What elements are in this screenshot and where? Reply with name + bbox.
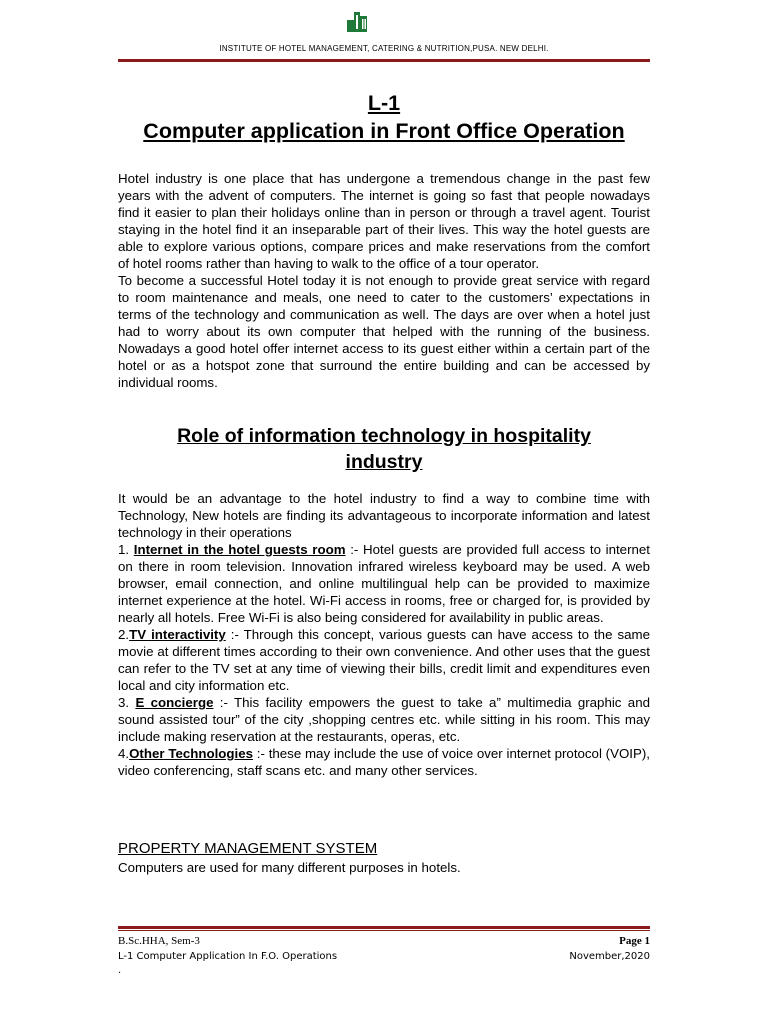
institute-name: INSTITUTE OF HOTEL MANAGEMENT, CATERING & NUTRITION,PUSA. NEW DELHI. [219, 44, 549, 53]
section-heading-pms: PROPERTY MANAGEMENT SYSTEM [118, 840, 378, 857]
lesson-number: L-1 [367, 91, 401, 115]
list-item: 3. E concierge :- This facility empowers the guest to take a” multimedia graphic and sound assisted tour” of the city ,shopping centres etc. while sitting in his room. This may include making reservation at the restaurants, operas, etc. [118, 695, 650, 744]
list-item: 2.TV interactivity :- Through this concept, various guests can have access to the same movie at different times according to their own convenience. And other uses that the guest can refer to the TV set at any time of viewing their bills, credit limit and expenditures even local and city information etc. [118, 627, 650, 693]
list-item: 1. Internet in the hotel guests room :- Hotel guests are provided full access to internet on there in room television. Innovation infrared wireless keyboard may be used. A web browser, email connection, and online multilingual help can be provided to maximize internet experience at the hotel. Wi-Fi access in rooms, free or charged for, is provided by nearly all hotels. Free Wi-Fi is also being considered for availability in public areas. [118, 542, 650, 625]
list-item: 4.Other Technologies :- these may include the use of voice over internet protocol (VOIP), video conferencing, staff scans etc. and many other services. [118, 746, 650, 778]
it-role-intro: It would be an advantage to the hotel industry to find a way to combine time with Technology, New hotels are finding its advantageous to incorporate information and latest technology in their operations [118, 491, 650, 540]
item-keyword: Internet in the hotel guests room [133, 542, 346, 557]
footer-rule-thin [118, 930, 650, 931]
section-heading-it-role: Role of information technology in hospitality industry [177, 425, 591, 473]
footer-date: November,2020 [569, 951, 650, 962]
footer-rule [118, 926, 650, 929]
footer-lesson: L-1 Computer Application In F.O. Operations [118, 951, 338, 962]
institute-logo-icon [346, 11, 368, 33]
footer-dot: . [118, 965, 122, 976]
it-role-section [118, 490, 650, 779]
header-rule [118, 59, 650, 62]
item-keyword: Other Technologies [129, 746, 254, 761]
pms-text: Computers are used for many different purposes in hotels. [118, 860, 461, 875]
item-keyword: TV interactivity [129, 627, 226, 642]
lesson-title: Computer application in Front Office Operation [143, 119, 625, 143]
footer-course: B.Sc.HHA, Sem-3 [118, 935, 200, 947]
item-keyword: E concierge [135, 695, 214, 710]
intro-paragraph-2: To become a successful Hotel today it is not enough to provide great service with regard to room maintenance and meals, one need to cater to the customers’ expectations in terms of the technology and communication as well. The days are over when a hotel just had to worry about its own computer that helped with the running of the business. Nowadays a good hotel offer internet access to its guest either within a certain part of the hotel or as a hotspot zone that surround the entire building and can be accessed by individual rooms. [118, 273, 650, 390]
intro-section [118, 170, 650, 391]
intro-paragraph-1: Hotel industry is one place that has undergone a tremendous change in the past few years with the advent of computers. The internet is going so fast that people nowadays find it easier to plan their holidays online than in person or through a travel agent. Tourist staying in the hotel find it an inseparable part of their lives. This way the hotel guests are able to explore various options, compare prices and make reservations from the comfort of hotel rooms rather than having to walk to the office of a tour operator. [118, 171, 650, 271]
footer-page: Page 1 [619, 935, 650, 947]
